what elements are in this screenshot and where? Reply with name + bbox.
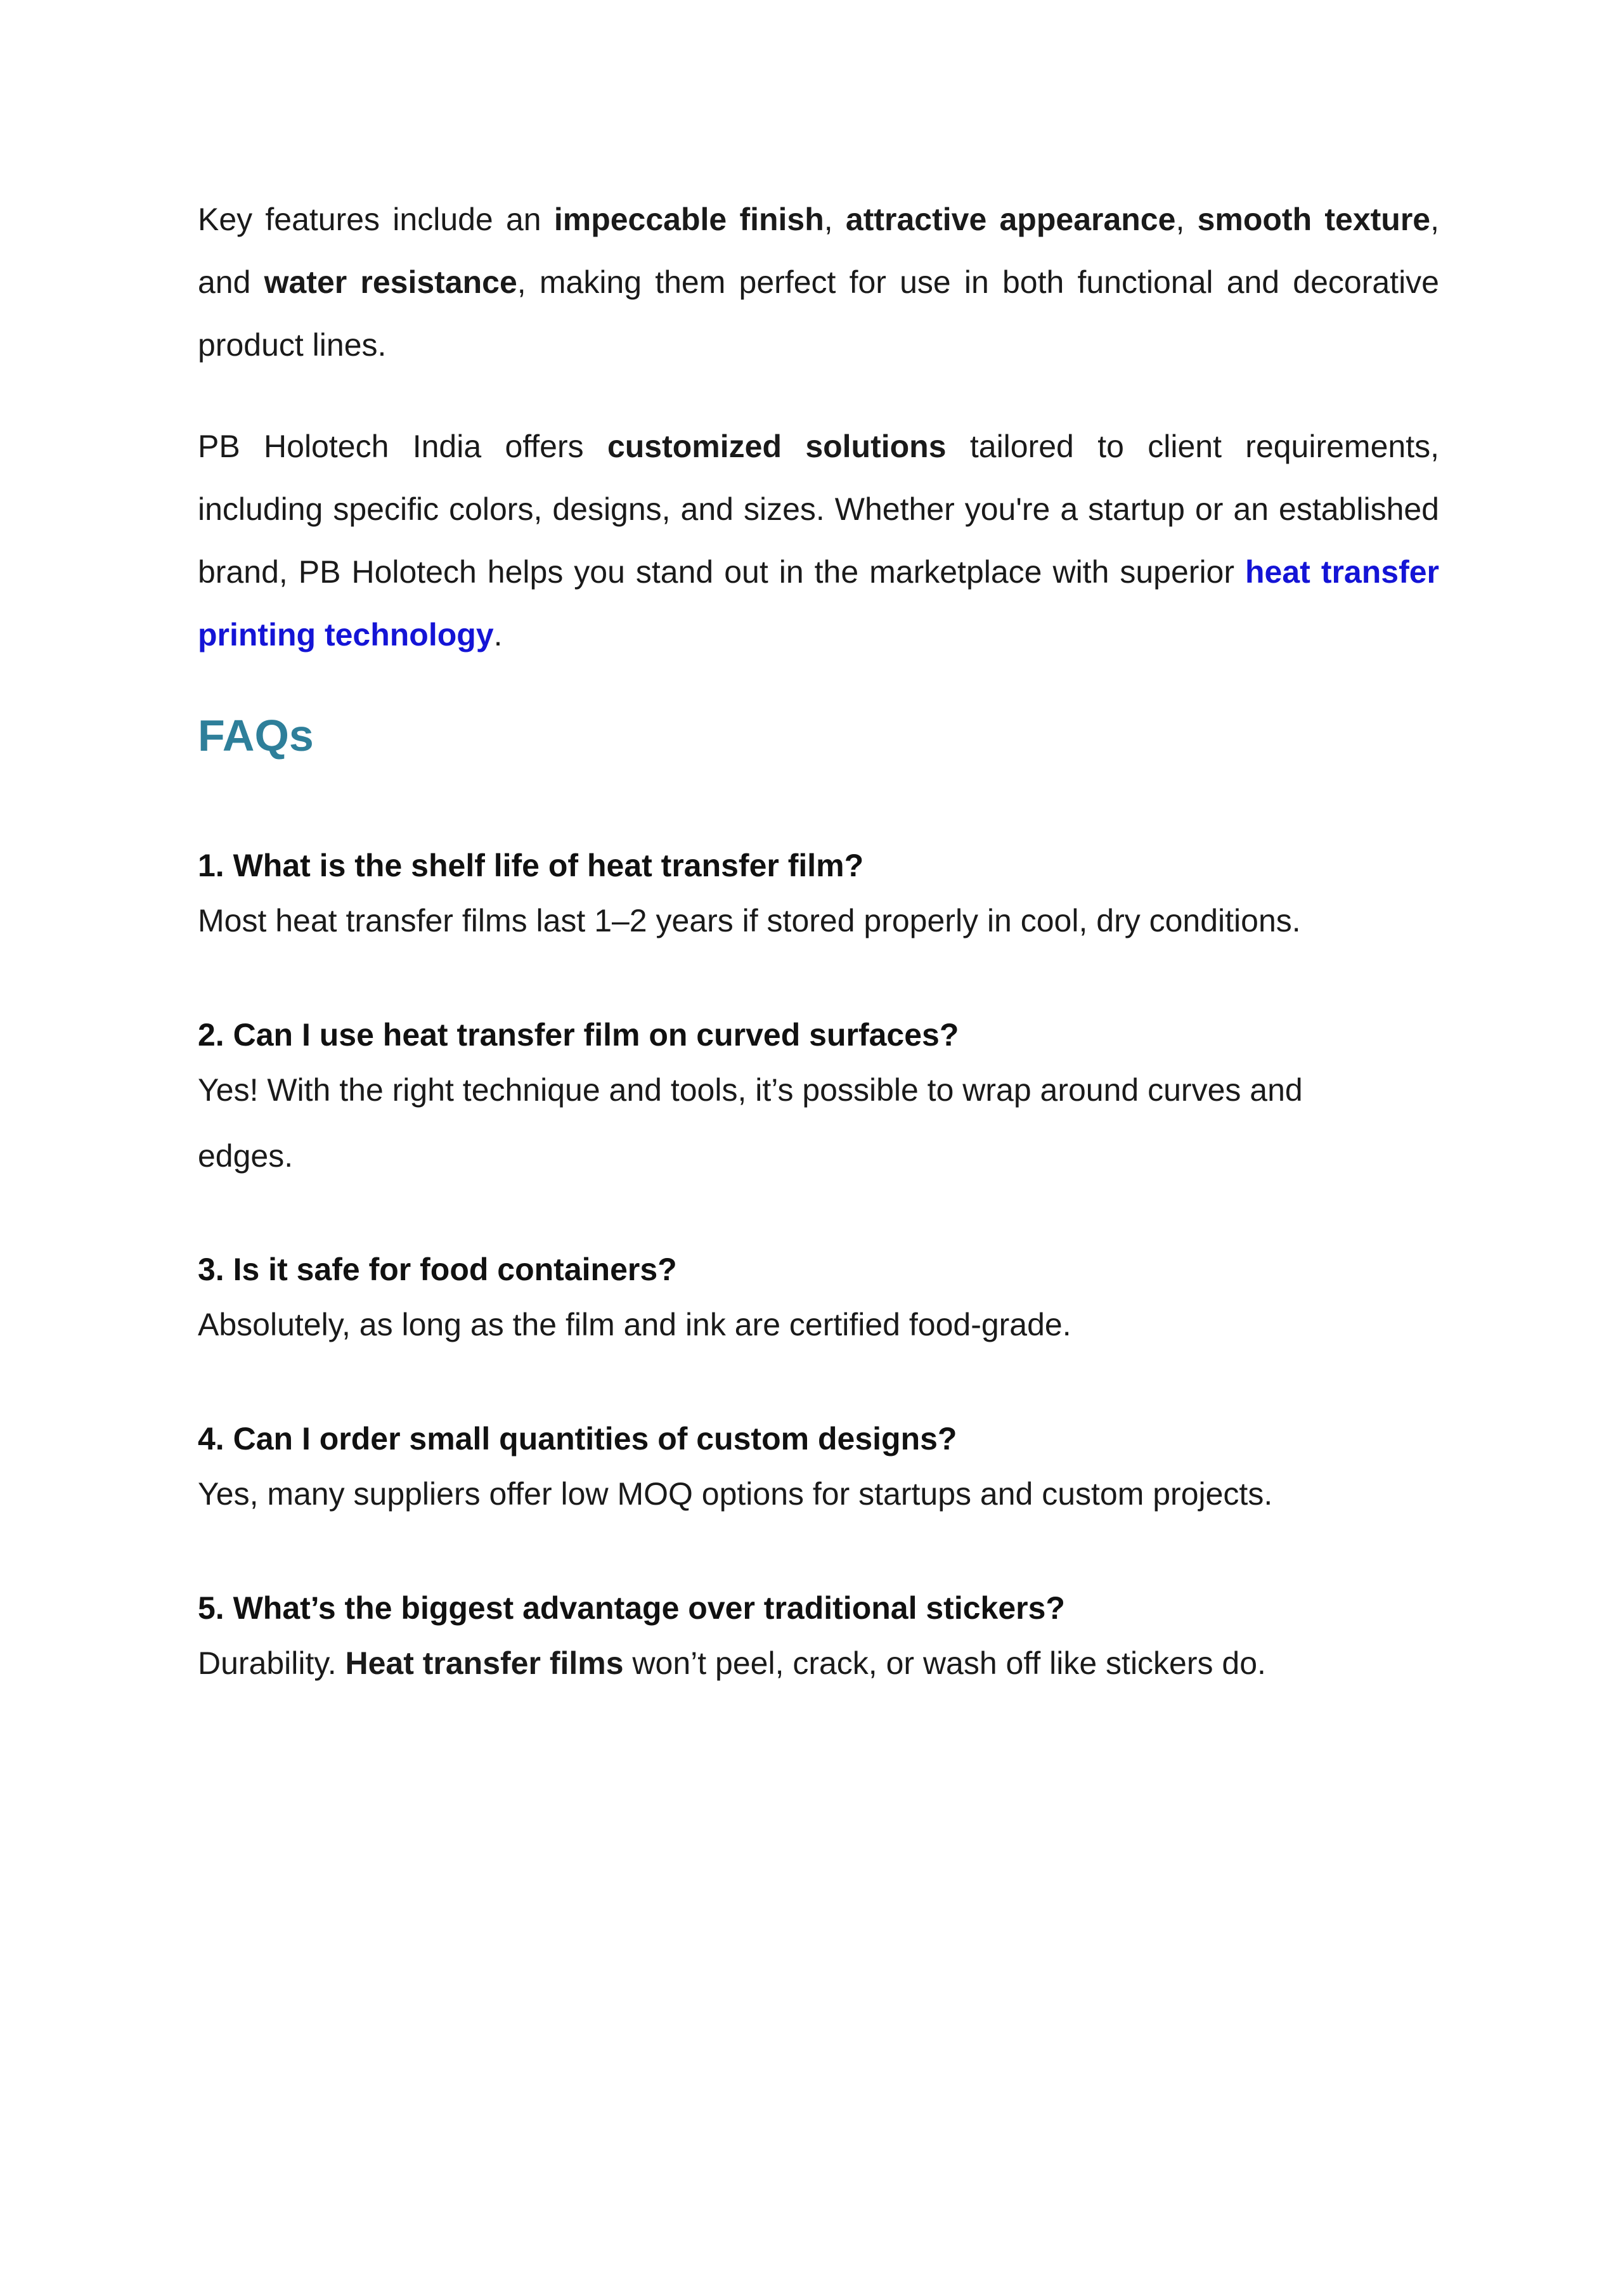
bold-text: attractive appearance	[845, 202, 1176, 237]
faq-question: 1. What is the shelf life of heat transfer film?	[198, 848, 864, 883]
bold-text: smooth texture	[1197, 202, 1431, 237]
solutions-paragraph	[198, 415, 1439, 666]
text-run: Key features include an	[198, 202, 554, 237]
faq-question: 4. Can I order small quantities of custom designs?	[198, 1421, 957, 1456]
text-run: .	[493, 617, 503, 652]
heat-transfer-printing-link[interactable]: heat transfer printing technology	[198, 554, 1439, 652]
text-run: won’t peel, crack, or wash off like stickers do.	[623, 1645, 1266, 1681]
features-paragraph	[198, 188, 1439, 377]
bold-text: Heat transfer films	[345, 1645, 624, 1681]
faq-question: 5. What’s the biggest advantage over traditional stickers?	[198, 1590, 1065, 1626]
faq-answer: Most heat transfer films last 1–2 years if stored properly in cool, dry conditions.	[198, 903, 1301, 938]
faq-answer: Yes, many suppliers offer low MOQ options for startups and custom projects.	[198, 1476, 1273, 1512]
text-run: ,	[824, 202, 846, 237]
faq-question: 2. Can I use heat transfer film on curved surfaces?	[198, 1017, 959, 1053]
faq-question: 3. Is it safe for food containers?	[198, 1252, 677, 1287]
faq-heading: FAQs	[198, 711, 314, 760]
text-run: tailored to client requirements, including specific colors, designs, and sizes. Whether you're a startup or an established brand, PB Holotech helps you stand out in the marketplace with superior	[198, 429, 1439, 590]
text-run: , and	[198, 202, 1439, 300]
bold-text: water resistance	[264, 264, 517, 300]
text-run: ,	[1175, 202, 1198, 237]
bold-text: impeccable finish	[553, 202, 824, 237]
faq-answer: Yes! With the right technique and tools, it’s possible to wrap around curves and edges.	[198, 1072, 1303, 1174]
text-run: , making them perfect for use in both functional and decorative product lines.	[198, 264, 1439, 363]
faq-answer	[198, 1630, 1439, 1696]
faq-answer: Absolutely, as long as the film and ink are certified food-grade.	[198, 1307, 1071, 1342]
text-run: PB Holotech India offers	[198, 429, 607, 464]
text-run: Durability.	[198, 1645, 346, 1681]
bold-text: customized solutions	[607, 429, 947, 464]
